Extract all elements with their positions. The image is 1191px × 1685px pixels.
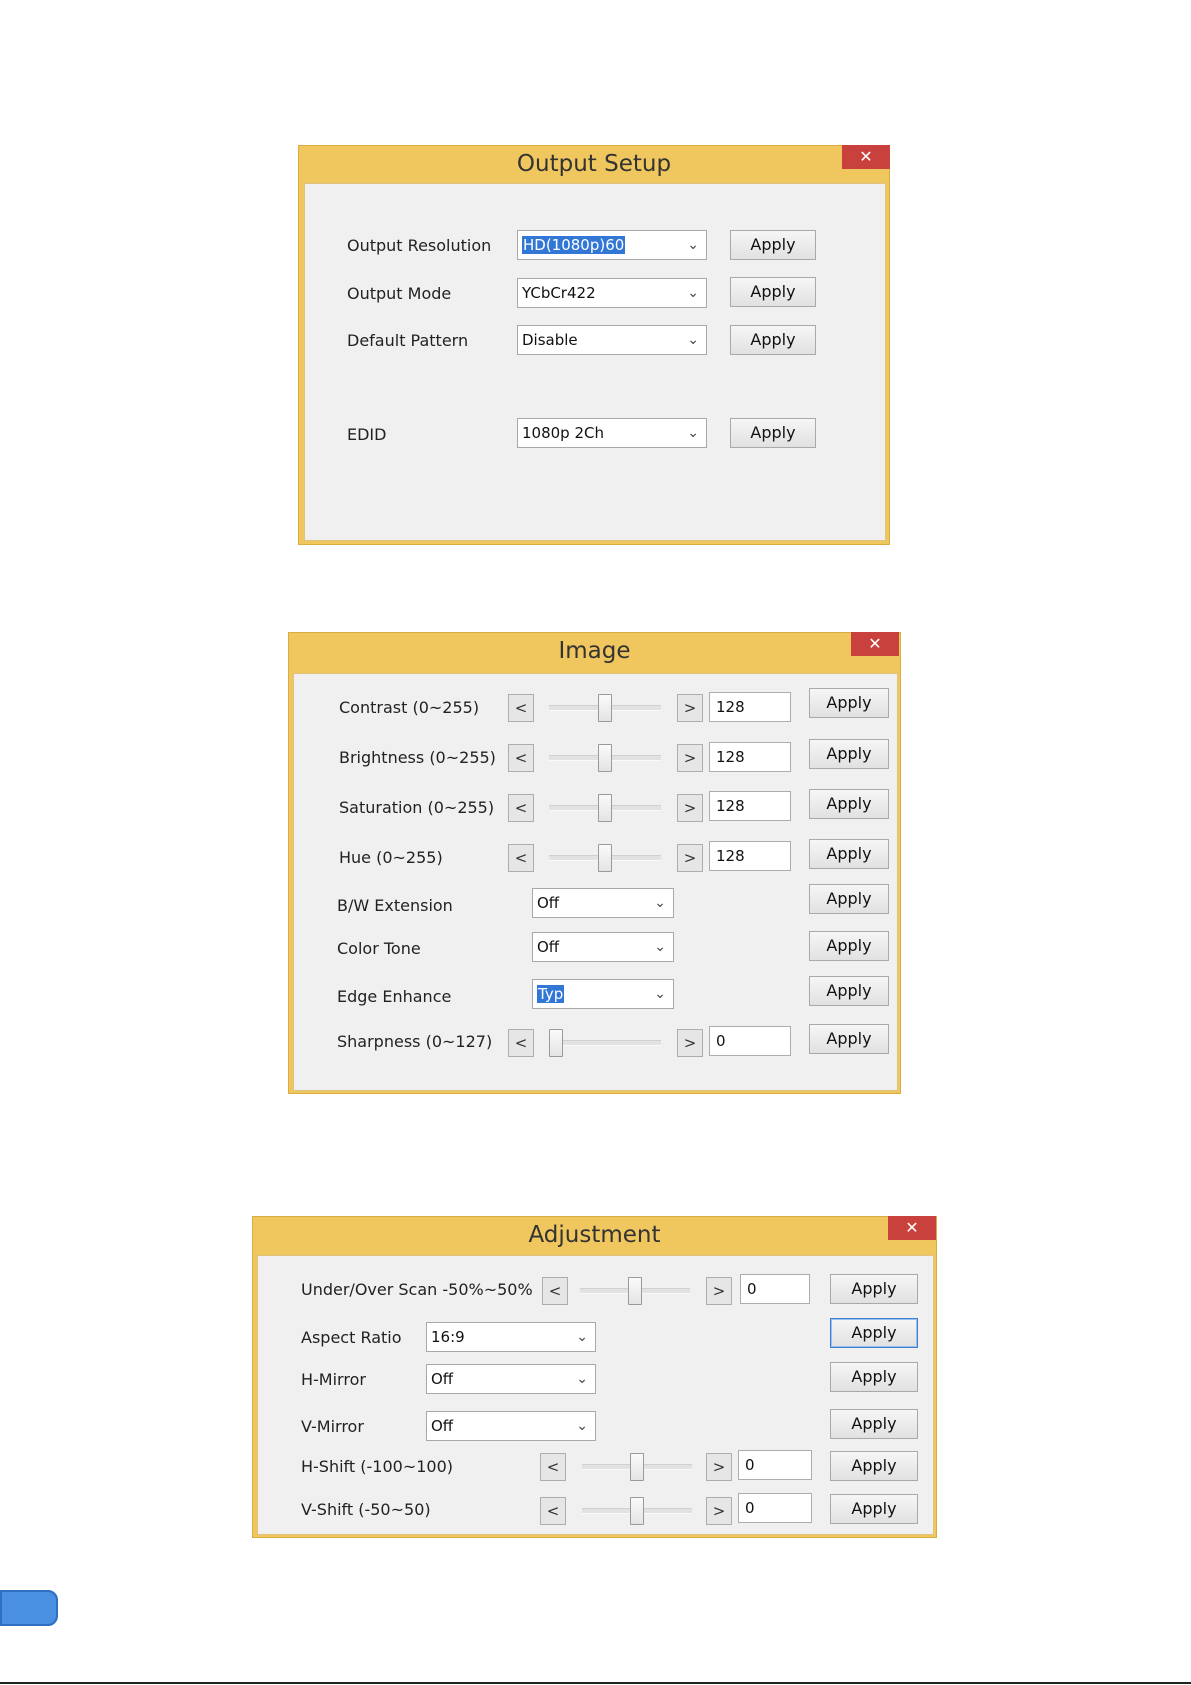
- h-mirror-value: Off: [431, 1370, 454, 1388]
- chevron-down-icon: ⌄: [654, 939, 666, 955]
- h-shift-value: 0: [745, 1456, 755, 1474]
- bw-extension-value: Off: [537, 894, 560, 912]
- brightness-label: Brightness (0~255): [339, 748, 496, 767]
- hue-decrease-button[interactable]: <: [508, 844, 534, 872]
- h-shift-apply-button[interactable]: Apply: [830, 1451, 918, 1481]
- v-shift-apply-button[interactable]: Apply: [830, 1494, 918, 1524]
- hue-apply-button[interactable]: Apply: [809, 839, 889, 869]
- scan-value-input[interactable]: [740, 1274, 810, 1304]
- h-shift-decrease-button[interactable]: <: [540, 1453, 566, 1481]
- output-resolution-value: HD(1080p)60: [523, 236, 625, 254]
- chevron-down-icon: ⌄: [687, 285, 699, 301]
- chevron-down-icon: ⌄: [576, 1329, 588, 1345]
- page-tab-button[interactable]: [0, 1590, 58, 1626]
- edid-select[interactable]: [517, 418, 707, 448]
- edge-enhance-value: Typ: [538, 985, 564, 1003]
- sharpness-value: 0: [716, 1032, 726, 1050]
- saturation-decrease-button[interactable]: <: [508, 794, 534, 822]
- scan-apply-button[interactable]: Apply: [830, 1274, 918, 1304]
- image-client: [293, 673, 898, 1091]
- h-shift-value-input[interactable]: [738, 1450, 812, 1480]
- output-mode-select[interactable]: [517, 278, 707, 308]
- adjustment-client: [257, 1255, 934, 1535]
- scan-slider-thumb[interactable]: [628, 1277, 642, 1305]
- output-setup-client: [304, 183, 886, 541]
- hue-label: Hue (0~255): [339, 848, 443, 867]
- saturation-apply-button[interactable]: Apply: [809, 789, 889, 819]
- output-resolution-select[interactable]: [517, 230, 707, 260]
- bw-extension-label: B/W Extension: [337, 896, 453, 915]
- edid-label: EDID: [347, 425, 387, 444]
- sharpness-apply-button[interactable]: Apply: [809, 1024, 889, 1054]
- saturation-label: Saturation (0~255): [339, 798, 495, 817]
- output-resolution-label: Output Resolution: [347, 236, 492, 255]
- default-pattern-apply-button[interactable]: Apply: [730, 325, 816, 355]
- v-shift-increase-button[interactable]: >: [706, 1497, 732, 1525]
- color-tone-label: Color Tone: [337, 939, 421, 958]
- default-pattern-select[interactable]: [517, 325, 707, 355]
- bw-extension-select[interactable]: [532, 888, 674, 918]
- saturation-value-input[interactable]: [709, 791, 791, 821]
- brightness-apply-button[interactable]: Apply: [809, 739, 889, 769]
- h-shift-label: H-Shift (-100~100): [301, 1457, 453, 1476]
- saturation-value: 128: [716, 797, 745, 815]
- output-setup-title: Output Setup: [516, 151, 672, 177]
- aspect-ratio-value: 16:9: [431, 1328, 465, 1346]
- brightness-decrease-button[interactable]: <: [508, 744, 534, 772]
- adjustment-dialog: [252, 1216, 937, 1538]
- contrast-increase-button[interactable]: >: [677, 694, 703, 722]
- scan-increase-button[interactable]: >: [706, 1277, 732, 1305]
- close-icon[interactable]: ✕: [851, 632, 899, 656]
- edge-enhance-select[interactable]: [532, 979, 674, 1009]
- sharpness-decrease-button[interactable]: <: [508, 1029, 534, 1057]
- h-mirror-select[interactable]: [426, 1364, 596, 1394]
- sharpness-label: Sharpness (0~127): [337, 1032, 493, 1051]
- contrast-value: 128: [716, 698, 745, 716]
- color-tone-select[interactable]: [532, 932, 674, 962]
- brightness-value: 128: [716, 748, 745, 766]
- h-mirror-apply-button[interactable]: Apply: [830, 1362, 918, 1392]
- image-title: Image: [558, 638, 631, 664]
- output-setup-dialog: [298, 145, 890, 545]
- h-shift-slider-thumb[interactable]: [630, 1453, 644, 1481]
- v-shift-slider-thumb[interactable]: [630, 1497, 644, 1525]
- image-dialog: [288, 632, 901, 1094]
- chevron-down-icon: ⌄: [654, 895, 666, 911]
- hue-value-input[interactable]: [709, 841, 791, 871]
- v-shift-value-input[interactable]: [738, 1493, 812, 1523]
- aspect-ratio-apply-button[interactable]: Apply: [830, 1318, 918, 1348]
- contrast-decrease-button[interactable]: <: [508, 694, 534, 722]
- scan-label: Under/Over Scan -50%~50%: [301, 1280, 533, 1299]
- v-mirror-apply-button[interactable]: Apply: [830, 1409, 918, 1439]
- brightness-slider-thumb[interactable]: [598, 744, 612, 772]
- output-mode-apply-button[interactable]: Apply: [730, 277, 816, 307]
- default-pattern-label: Default Pattern: [347, 331, 469, 350]
- aspect-ratio-select[interactable]: [426, 1322, 596, 1352]
- chevron-down-icon: ⌄: [687, 425, 699, 441]
- hue-slider-thumb[interactable]: [598, 844, 612, 872]
- v-shift-decrease-button[interactable]: <: [540, 1497, 566, 1525]
- v-mirror-select[interactable]: [426, 1411, 596, 1441]
- close-icon[interactable]: ✕: [842, 145, 890, 169]
- close-icon[interactable]: ✕: [888, 1216, 936, 1240]
- v-shift-value: 0: [745, 1499, 755, 1517]
- edid-value: 1080p 2Ch: [522, 424, 604, 442]
- chevron-down-icon: ⌄: [576, 1418, 588, 1434]
- sharpness-slider-thumb[interactable]: [549, 1029, 563, 1057]
- edid-apply-button[interactable]: Apply: [730, 418, 816, 448]
- contrast-slider-thumb[interactable]: [598, 694, 612, 722]
- saturation-increase-button[interactable]: >: [677, 794, 703, 822]
- color-tone-apply-button[interactable]: Apply: [809, 931, 889, 961]
- chevron-down-icon: ⌄: [576, 1371, 588, 1387]
- adjustment-title: Adjustment: [528, 1222, 661, 1248]
- h-mirror-label: H-Mirror: [301, 1370, 366, 1389]
- chevron-down-icon: ⌄: [654, 986, 666, 1002]
- chevron-down-icon: ⌄: [687, 332, 699, 348]
- hue-increase-button[interactable]: >: [677, 844, 703, 872]
- edge-enhance-apply-button[interactable]: Apply: [809, 976, 889, 1006]
- chevron-down-icon: ⌄: [687, 237, 699, 253]
- saturation-slider-thumb[interactable]: [598, 794, 612, 822]
- contrast-label: Contrast (0~255): [339, 698, 480, 717]
- contrast-value-input[interactable]: [709, 692, 791, 722]
- scan-decrease-button[interactable]: <: [542, 1277, 568, 1305]
- aspect-ratio-label: Aspect Ratio: [301, 1328, 402, 1347]
- edge-enhance-label: Edge Enhance: [337, 987, 452, 1006]
- sharpness-value-input[interactable]: [709, 1026, 791, 1056]
- brightness-value-input[interactable]: [709, 742, 791, 772]
- output-resolution-apply-button[interactable]: Apply: [730, 230, 816, 260]
- output-mode-value: YCbCr422: [522, 284, 596, 302]
- brightness-increase-button[interactable]: >: [677, 744, 703, 772]
- bw-extension-apply-button[interactable]: Apply: [809, 884, 889, 914]
- h-shift-increase-button[interactable]: >: [706, 1453, 732, 1481]
- bottom-rule: [0, 1682, 1191, 1684]
- scan-value: 0: [747, 1280, 757, 1298]
- color-tone-value: Off: [537, 938, 560, 956]
- default-pattern-value: Disable: [522, 331, 578, 349]
- hue-value: 128: [716, 847, 745, 865]
- v-mirror-label: V-Mirror: [301, 1417, 364, 1436]
- output-mode-label: Output Mode: [347, 284, 452, 303]
- v-shift-label: V-Shift (-50~50): [301, 1500, 431, 1519]
- v-mirror-value: Off: [431, 1417, 454, 1435]
- sharpness-increase-button[interactable]: >: [677, 1029, 703, 1057]
- contrast-apply-button[interactable]: Apply: [809, 688, 889, 718]
- sharpness-slider-track[interactable]: [549, 1040, 661, 1046]
